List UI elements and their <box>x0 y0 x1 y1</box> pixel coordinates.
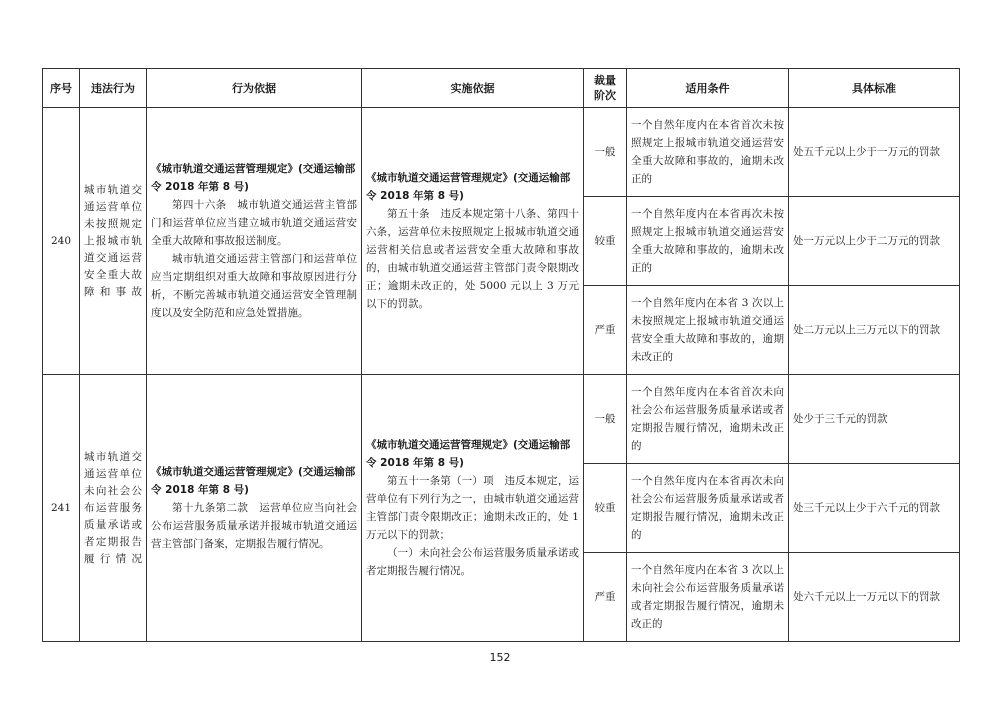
header-standard: 具体标准 <box>789 69 960 108</box>
header-condition: 适用条件 <box>627 69 789 108</box>
level-cell: 一般 <box>584 108 627 197</box>
standard-cell: 处二万元以上三万元以下的罚款 <box>789 286 960 375</box>
implementation-title: 《城市轨道交通运营管理规定》(交通运输部令 2018 年第 8 号) <box>366 172 571 202</box>
implementation-paragraph: 第五十条 违反本规定第十八条、第四十六条，运营单位未按照规定上报城市轨道交通运营相关信息或者运营安全重大故障和事故的，由城市轨道交通运营主管部门责令限期改正；逾期未改正的，处 5000 元以上 3 万元以下的罚款。 <box>366 208 579 310</box>
page-number: 152 <box>489 651 511 664</box>
implementation-cell <box>362 375 584 642</box>
violation-cell: 城市轨道交通运营单位未向社会公布运营服务质量承诺或者定期报告履行情况 <box>80 375 147 642</box>
serial-number: 241 <box>43 375 80 642</box>
standard-cell: 处六千元以上一万元以下的罚款 <box>789 553 960 642</box>
violation-cell: 城市轨道交通运营单位未按照规定上报城市轨道交通运营安全重大故障和事故 <box>80 108 147 375</box>
header-basis: 行为依据 <box>147 69 362 108</box>
header-row <box>43 69 960 108</box>
implementation-title: 《城市轨道交通运营管理规定》(交通运输部令 2018 年第 8 号) <box>366 439 571 469</box>
basis-paragraph: 第四十六条 城市轨道交通运营主管部门和运营单位应当建立城市轨道交通运营安全重大故障和事故报送制度。 <box>151 199 357 247</box>
standard-cell: 处三千元以上少于六千元的罚款 <box>789 464 960 553</box>
implementation-paragraph: （一）未向社会公布运营服务质量承诺或者定期报告履行情况。 <box>366 547 579 577</box>
header-violation: 违法行为 <box>80 69 147 108</box>
basis-paragraph: 第十九条第二款 运营单位应当向社会公布运营服务质量承诺并报城市轨道交通运营主管部门备案，定期报告履行情况。 <box>151 502 357 550</box>
basis-title: 《城市轨道交通运营管理规定》(交通运输部令 2018 年第 8 号) <box>151 466 356 496</box>
header-implementation: 实施依据 <box>362 69 584 108</box>
table-row <box>43 108 960 197</box>
level-cell: 一般 <box>584 375 627 464</box>
basis-title: 《城市轨道交通运营管理规定》(交通运输部令 2018 年第 8 号) <box>151 163 356 193</box>
condition-cell: 一个自然年度内在本省 3 次以上未向社会公布运营服务质量承诺或者定期报告履行情况，逾期未改正的 <box>627 553 789 642</box>
standard-cell: 处一万元以上少于二万元的罚款 <box>789 197 960 286</box>
level-cell: 严重 <box>584 553 627 642</box>
condition-cell: 一个自然年度内在本省首次未按照规定上报城市轨道交通运营安全重大故障和事故的，逾期未改正的 <box>627 108 789 197</box>
implementation-paragraph: 第五十一条第（一）项 违反本规定，运营单位有下列行为之一，由城市轨道交通运营主管部门责令限期改正；逾期未改正的，处 1 万元以下的罚款； <box>366 475 579 541</box>
table-row <box>43 375 960 464</box>
header-level: 裁量 阶次 <box>584 69 627 108</box>
basis-cell <box>147 375 362 642</box>
implementation-cell <box>362 108 584 375</box>
level-cell: 严重 <box>584 286 627 375</box>
standard-cell: 处少于三千元的罚款 <box>789 375 960 464</box>
condition-cell: 一个自然年度内在本省首次未向社会公布运营服务质量承诺或者定期报告履行情况，逾期未改正的 <box>627 375 789 464</box>
regulation-table <box>42 68 960 642</box>
serial-number: 240 <box>43 108 80 375</box>
condition-cell: 一个自然年度内在本省再次未向社会公布运营服务质量承诺或者定期报告履行情况，逾期未改正的 <box>627 464 789 553</box>
level-cell: 较重 <box>584 197 627 286</box>
level-cell: 较重 <box>584 464 627 553</box>
condition-cell: 一个自然年度内在本省再次未按照规定上报城市轨道交通运营安全重大故障和事故的，逾期未改正的 <box>627 197 789 286</box>
basis-paragraph: 城市轨道交通运营主管部门和运营单位应当定期组织对重大故障和事故原因进行分析，不断完善城市轨道交通运营安全管理制度以及安全防范和应急处置措施。 <box>151 253 357 319</box>
condition-cell: 一个自然年度内在本省 3 次以上未按照规定上报城市轨道交通运营安全重大故障和事故的，逾期未改正的 <box>627 286 789 375</box>
basis-cell <box>147 108 362 375</box>
header-serial: 序号 <box>43 69 80 108</box>
standard-cell: 处五千元以上少于一万元的罚款 <box>789 108 960 197</box>
